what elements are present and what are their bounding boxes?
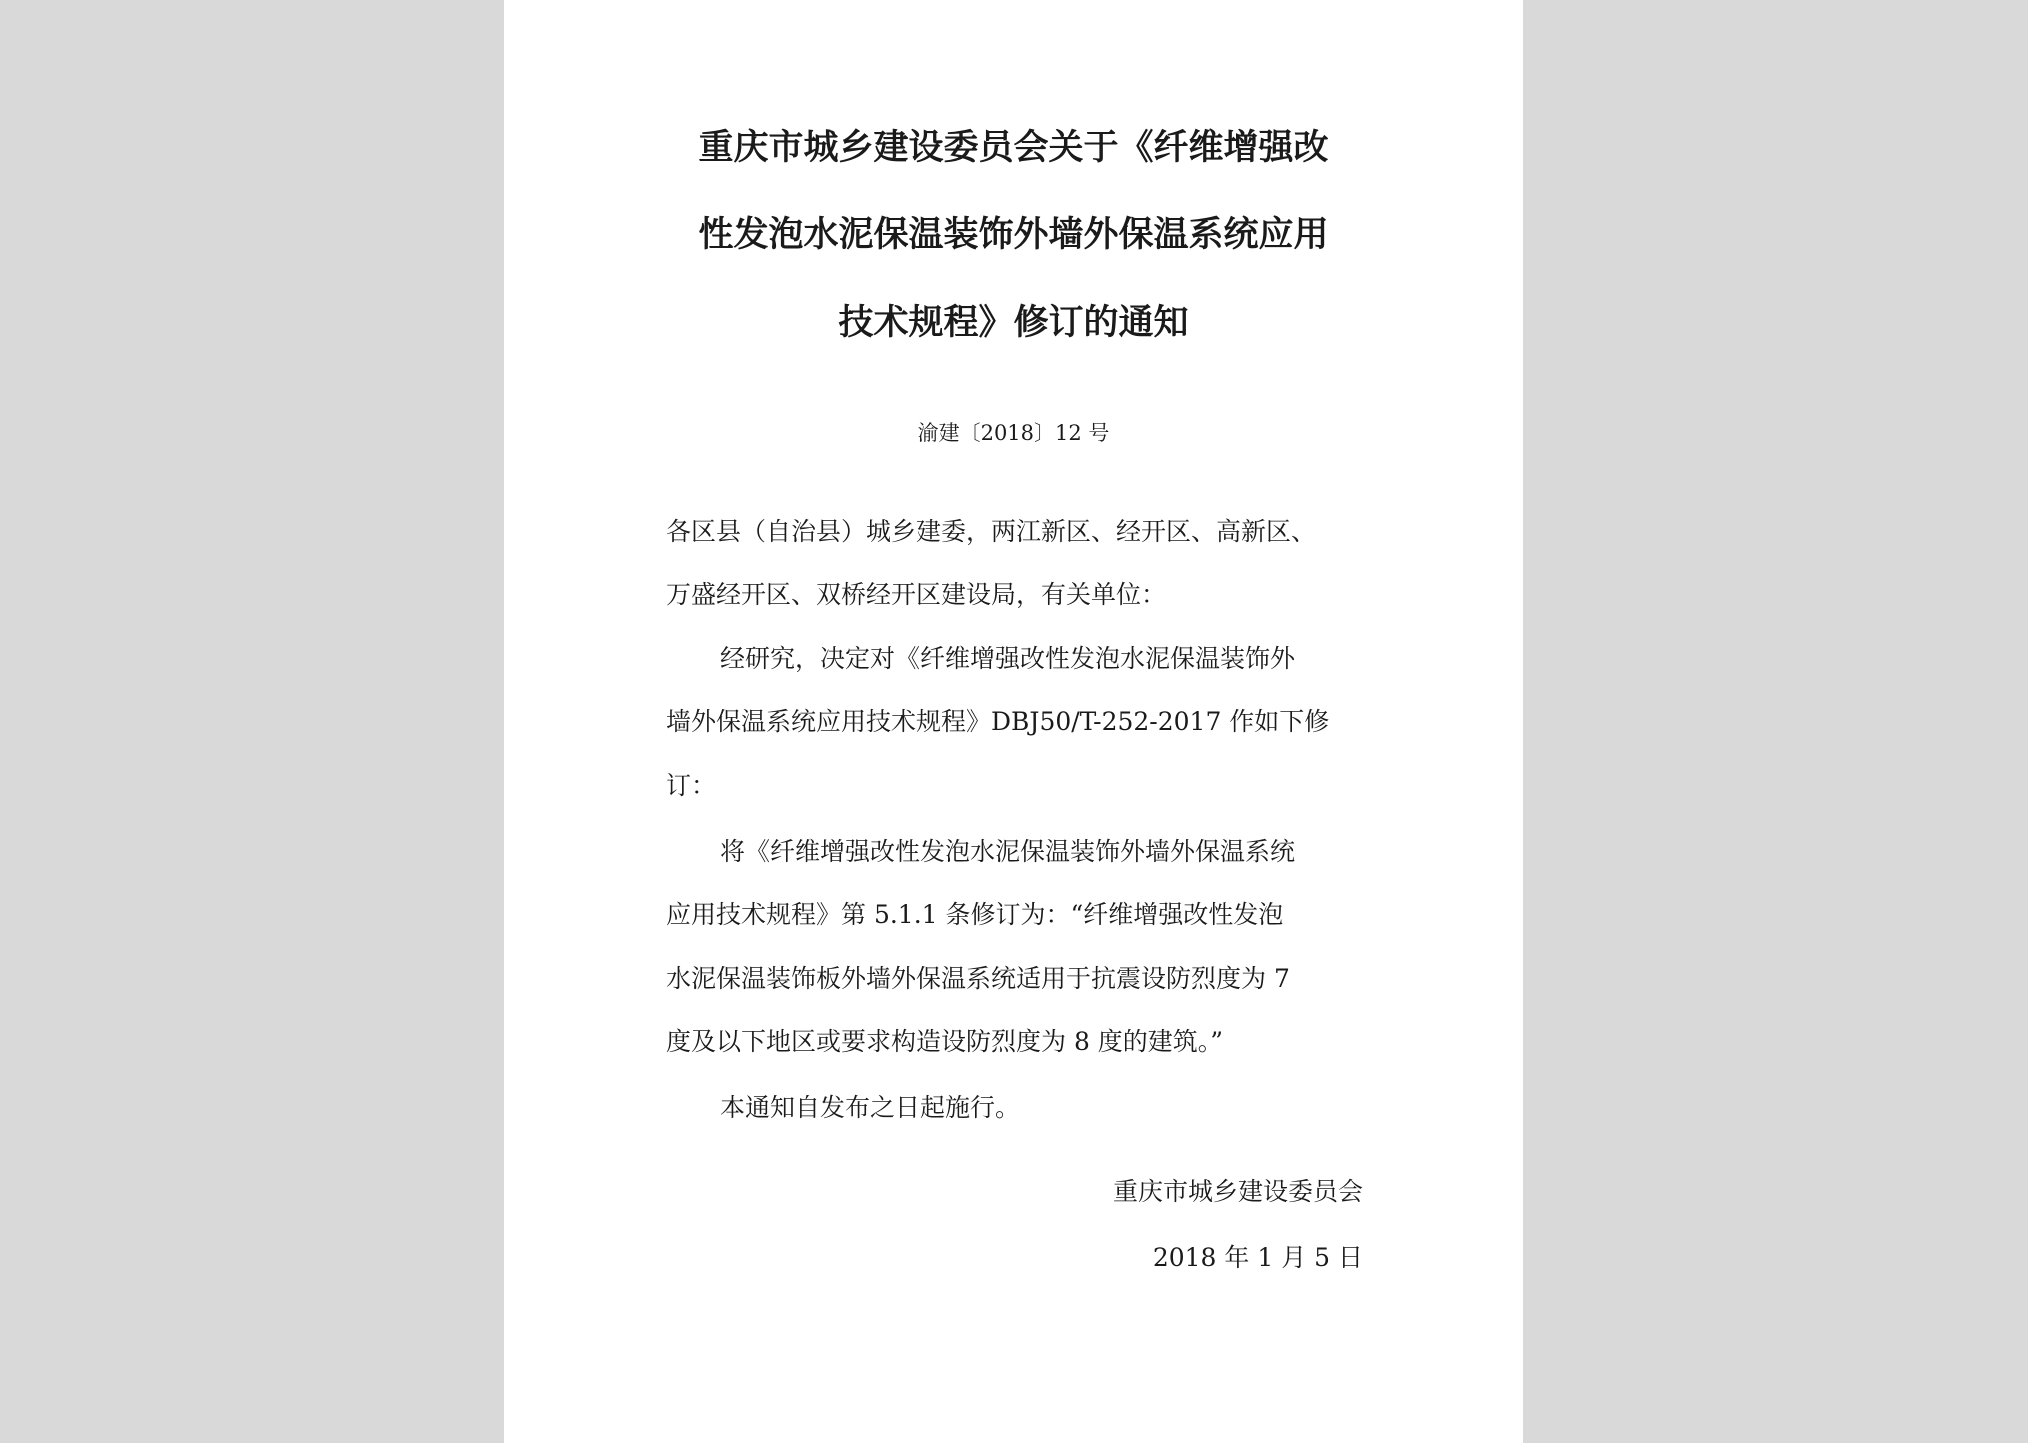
paragraph-2-line-2: 应用技术规程》第 5.1.1 条修订为：“纤维增强改性发泡	[666, 900, 1284, 929]
paragraph-1-line-1: 经研究，决定对《纤维增强改性发泡水泥保温装饰外	[720, 644, 1296, 673]
addressee-line-2: 万盛经开区、双桥经开区建设局，有关单位：	[666, 580, 1167, 609]
paragraph-3-line-1: 本通知自发布之日起施行。	[720, 1093, 1021, 1122]
signature: 重庆市城乡建设委员会	[1112, 1177, 1363, 1206]
addressee-line-1: 各区县（自治县）城乡建委，两江新区、经开区、高新区、	[666, 517, 1317, 546]
page-title-line-3: 技术规程》修订的通知	[838, 303, 1189, 343]
page-title-line-1: 重庆市城乡建设委员会关于《纤维增强改	[698, 128, 1329, 168]
paragraph-1-line-3: 订：	[666, 771, 717, 800]
document-number: 渝建〔2018〕12 号	[917, 421, 1110, 445]
page-title-line-2: 性发泡水泥保温装饰外墙外保温系统应用	[698, 215, 1329, 255]
paragraph-2-line-3: 水泥保温装饰板外墙外保温系统适用于抗震设防烈度为 7	[666, 964, 1290, 993]
paragraph-2-line-4: 度及以下地区或要求构造设防烈度为 8 度的建筑。”	[666, 1027, 1224, 1056]
issue-date: 2018 年 1 月 5 日	[1152, 1243, 1363, 1272]
document-page	[504, 0, 1523, 1443]
paragraph-1-line-2: 墙外保温系统应用技术规程》DBJ50/T-252-2017 作如下修	[666, 707, 1330, 736]
paragraph-2-line-1: 将《纤维增强改性发泡水泥保温装饰外墙外保温系统	[720, 837, 1296, 866]
